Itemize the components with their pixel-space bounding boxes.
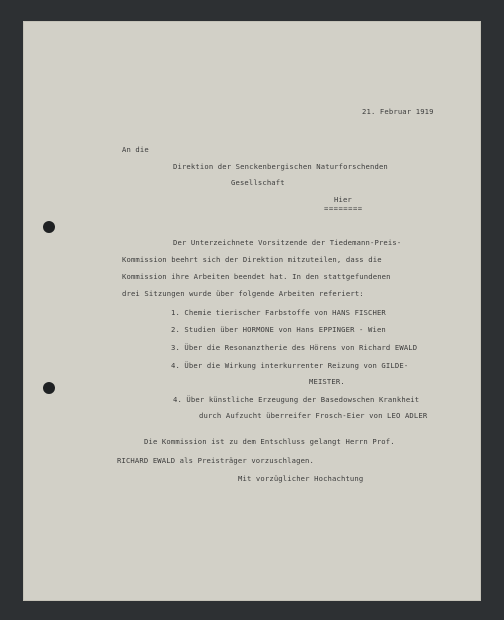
list-item-3: 3. Über die Resonanztherie des Hörens von Richard EWALD [171,343,418,352]
list-item-1: 1. Chemie tierischer Farbstoffe von HANS FISCHER [171,308,386,317]
list-item-2: 2. Studien über HORMONE von Hans EPPINGER - Wien [171,325,386,334]
list-item-4: 4. Über die Wirkung interkurrenter Reizung von GILDE- [171,361,409,370]
body-line-1: Der Unterzeichnete Vorsitzende der Tiedemann-Preis- [173,238,402,247]
list-item-5-cont: durch Aufzucht überreifer Frosch-Eier von LEO ADLER [199,411,428,420]
punch-hole-bottom [43,382,55,394]
salutation: An die [122,145,149,154]
closing-line-1: Die Kommission ist zu dem Entschluss gelangt Herrn Prof. [144,437,395,446]
closing-line-2: RICHARD EWALD als Preisträger vorzuschlagen. [117,456,314,465]
recipient-line-1: Direktion der Senckenbergischen Naturforschenden [173,162,388,171]
closing-greeting: Mit vorzüglicher Hochachtung [238,474,364,483]
letter-page [23,21,481,601]
letter-date: 21. Februar 1919 [362,107,434,116]
recipient-line-3: Hier [334,195,352,204]
list-item-5: 4. Über künstliche Erzeugung der Basedowschen Krankheit [173,395,420,404]
body-line-4: drei Sitzungen wurde über folgende Arbeiten referiert: [122,289,364,298]
body-line-3: Kommission ihre Arbeiten beendet hat. In den stattgefundenen [122,272,391,281]
list-item-4-cont: MEISTER. [309,377,345,386]
recipient-line-2: Gesellschaft [231,178,285,187]
body-line-2: Kommission beehrt sich der Direktion mitzuteilen, dass die [122,255,382,264]
punch-hole-top [43,221,55,233]
recipient-underline: ======== [324,204,363,213]
